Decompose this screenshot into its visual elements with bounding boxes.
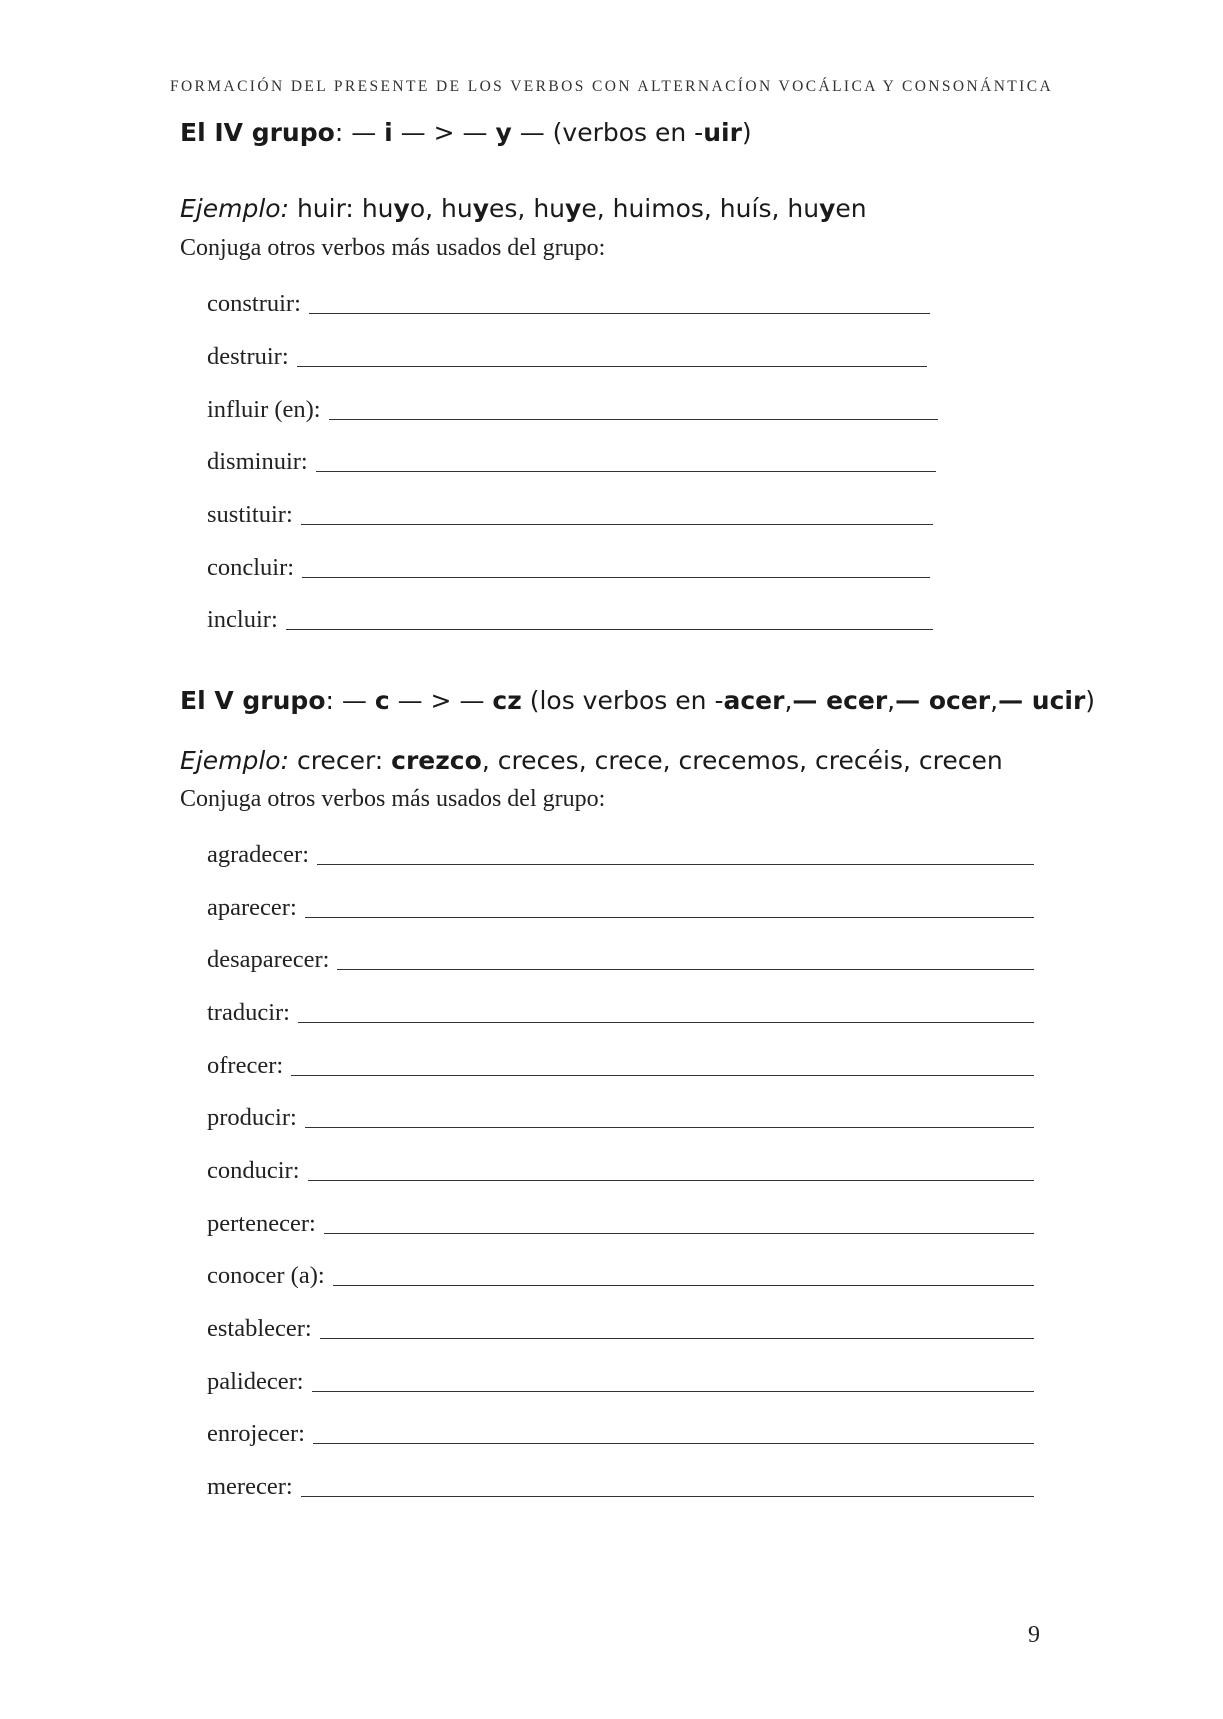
- exercise-label: destruir:: [207, 343, 289, 370]
- example-label: Ejemplo:: [180, 746, 290, 775]
- exercise-row-agradecer: [207, 836, 1034, 870]
- answer-blank[interactable]: [337, 949, 1034, 970]
- exercise-row-destruir: [207, 338, 927, 372]
- exercise-row-enrojecer: [207, 1415, 1034, 1449]
- exercise-label: establecer:: [207, 1315, 312, 1342]
- exercise-row-palidecer: [207, 1363, 1034, 1397]
- exercise-label: pertenecer:: [207, 1210, 316, 1237]
- group4-instruction: Conjuga otros verbos más usados del grupo:: [180, 235, 606, 261]
- exercise-row-ofrecer: [207, 1047, 1034, 1081]
- answer-blank[interactable]: [297, 346, 927, 367]
- answer-blank[interactable]: [301, 504, 933, 525]
- answer-blank[interactable]: [309, 293, 930, 314]
- answer-blank[interactable]: [320, 1318, 1034, 1339]
- exercise-label: merecer:: [207, 1473, 293, 1500]
- exercise-label: ofrecer:: [207, 1052, 284, 1079]
- page-number: 9: [1028, 1622, 1040, 1648]
- exercise-label: incluir:: [207, 606, 278, 633]
- exercise-label: aparecer:: [207, 894, 297, 921]
- exercise-label: agradecer:: [207, 841, 309, 868]
- exercise-row-desaparecer: [207, 941, 1034, 975]
- group4-example: Ejemplo: huir: huyo, huyes, huye, huimos, huís, huyen: [180, 194, 867, 223]
- exercise-row-pertenecer: [207, 1205, 1034, 1239]
- answer-blank[interactable]: [308, 1160, 1034, 1181]
- answer-blank[interactable]: [317, 844, 1034, 865]
- exercise-row-traducir: [207, 994, 1034, 1028]
- answer-blank[interactable]: [298, 1002, 1034, 1023]
- example-label: Ejemplo:: [180, 194, 290, 223]
- exercise-row-construir: [207, 285, 930, 319]
- exercise-label: traducir:: [207, 999, 290, 1026]
- group5-example: Ejemplo: crecer: crezco, creces, crece, crecemos, crecéis, crecen: [180, 746, 1003, 775]
- answer-blank[interactable]: [312, 1371, 1034, 1392]
- exercise-row-influir: [207, 391, 938, 425]
- exercise-row-conocer: [207, 1257, 1034, 1291]
- answer-blank[interactable]: [305, 897, 1034, 918]
- exercise-label: enrojecer:: [207, 1420, 305, 1447]
- exercise-label: desaparecer:: [207, 946, 330, 973]
- exercise-row-concluir: [207, 549, 930, 583]
- exercise-row-incluir: [207, 601, 933, 635]
- exercise-label: palidecer:: [207, 1368, 304, 1395]
- exercise-row-disminuir: [207, 443, 936, 477]
- answer-blank[interactable]: [291, 1055, 1034, 1076]
- running-head: FORMACIÓN DEL PRESENTE DE LOS VERBOS CON ALTERNACÍON VOCÁLICA Y CONSONÁNTICA: [169, 78, 1054, 95]
- answer-blank[interactable]: [329, 399, 938, 420]
- group5-heading: El V grupo: — c — > — cz (los verbos en -acer,— ecer,— ocer,— ucir): [180, 686, 1096, 715]
- exercise-row-conducir: [207, 1152, 1034, 1186]
- exercise-label: influir (en):: [207, 396, 321, 423]
- answer-blank[interactable]: [333, 1265, 1034, 1286]
- exercise-label: conducir:: [207, 1157, 300, 1184]
- exercise-label: producir:: [207, 1104, 297, 1131]
- answer-blank[interactable]: [301, 1476, 1034, 1497]
- exercise-label: conocer (a):: [207, 1262, 325, 1289]
- exercise-row-aparecer: [207, 889, 1034, 923]
- exercise-row-merecer: [207, 1468, 1034, 1502]
- answer-blank[interactable]: [313, 1423, 1034, 1444]
- answer-blank[interactable]: [286, 609, 933, 630]
- exercise-label: concluir:: [207, 554, 295, 581]
- group5-title: El V grupo: [180, 686, 326, 715]
- group5-instruction: Conjuga otros verbos más usados del grupo:: [180, 786, 606, 812]
- group4-title: El IV grupo: [180, 118, 335, 147]
- answer-blank[interactable]: [305, 1107, 1034, 1128]
- exercise-row-establecer: [207, 1310, 1034, 1344]
- group4-heading: El IV grupo: — i — > — y — (verbos en -uir): [180, 118, 752, 147]
- exercise-label: construir:: [207, 290, 301, 317]
- exercise-label: disminuir:: [207, 448, 308, 475]
- answer-blank[interactable]: [302, 557, 930, 578]
- answer-blank[interactable]: [316, 451, 936, 472]
- exercise-row-producir: [207, 1099, 1034, 1133]
- exercise-row-sustituir: [207, 496, 933, 530]
- answer-blank[interactable]: [324, 1213, 1034, 1234]
- exercise-label: sustituir:: [207, 501, 293, 528]
